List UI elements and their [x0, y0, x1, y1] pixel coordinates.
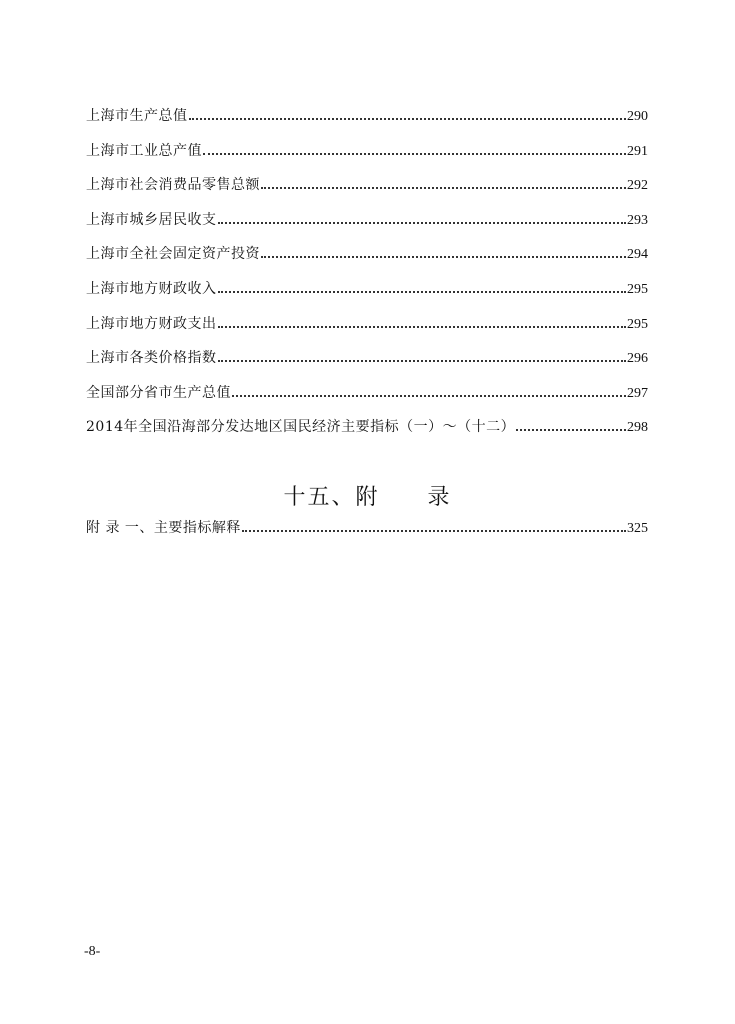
toc-entry-title: 上海市各类价格指数 [86, 350, 217, 366]
toc-leader-dots [218, 326, 627, 328]
toc-entry-page: 295 [627, 282, 648, 297]
toc-leader-dots [516, 429, 626, 431]
toc-entry-title: 2014年全国沿海部分发达地区国民经济主要指标（一）～（十二） [86, 419, 516, 435]
toc-leader-dots [242, 530, 626, 532]
toc-entry-page: 292 [627, 178, 648, 193]
toc-entry[interactable] [86, 244, 648, 264]
toc-entry-title: 全国部分省市生产总值 [86, 385, 231, 401]
toc-leader-dots [232, 395, 626, 397]
toc-leader-dots [218, 291, 627, 293]
toc-entry-page: 298 [627, 420, 648, 435]
toc-entry-title: 上海市地方财政收入 [86, 281, 217, 297]
toc-entry[interactable] [86, 141, 648, 161]
toc-entry[interactable] [86, 518, 648, 538]
page-number: -8- [84, 944, 101, 959]
toc-leader-dots [261, 187, 626, 189]
toc-entry[interactable] [86, 210, 648, 230]
toc-entry-page: 293 [627, 213, 648, 228]
toc-entry-title: 附 录 一、主要指标解释 [86, 520, 241, 536]
toc-entry-page: 296 [627, 351, 648, 366]
toc-entry-page: 290 [627, 109, 648, 124]
toc-entry-title: 上海市工业总产值 [86, 143, 202, 159]
toc-leader-dots [218, 360, 627, 362]
toc-entry-title: 上海市生产总值 [86, 108, 188, 124]
toc-entry-title: 上海市全社会固定资产投资 [86, 246, 260, 262]
toc-entry[interactable] [86, 106, 648, 126]
toc-entry-page: 294 [627, 247, 648, 262]
toc-entry-page: 291 [627, 144, 648, 159]
toc-leader-dots [189, 118, 627, 120]
toc-leader-dots [218, 222, 627, 224]
toc-entry-page: 297 [627, 386, 648, 401]
toc-entry-title: 上海市社会消费品零售总额 [86, 177, 260, 193]
toc-entry-page: 325 [627, 521, 648, 536]
toc-entry[interactable] [86, 417, 648, 437]
toc-entry[interactable] [86, 383, 648, 403]
toc-entry-page: 295 [627, 317, 648, 332]
toc-entry[interactable] [86, 314, 648, 334]
toc-leader-dots [203, 153, 626, 155]
toc-entry[interactable] [86, 279, 648, 299]
toc-entry[interactable] [86, 348, 648, 368]
toc-entry-title: 上海市地方财政支出 [86, 316, 217, 332]
toc-entry-title: 上海市城乡居民收支 [86, 212, 217, 228]
toc-leader-dots [261, 256, 626, 258]
toc-entry[interactable] [86, 175, 648, 195]
section-heading: 十五、附 录 [283, 485, 452, 510]
